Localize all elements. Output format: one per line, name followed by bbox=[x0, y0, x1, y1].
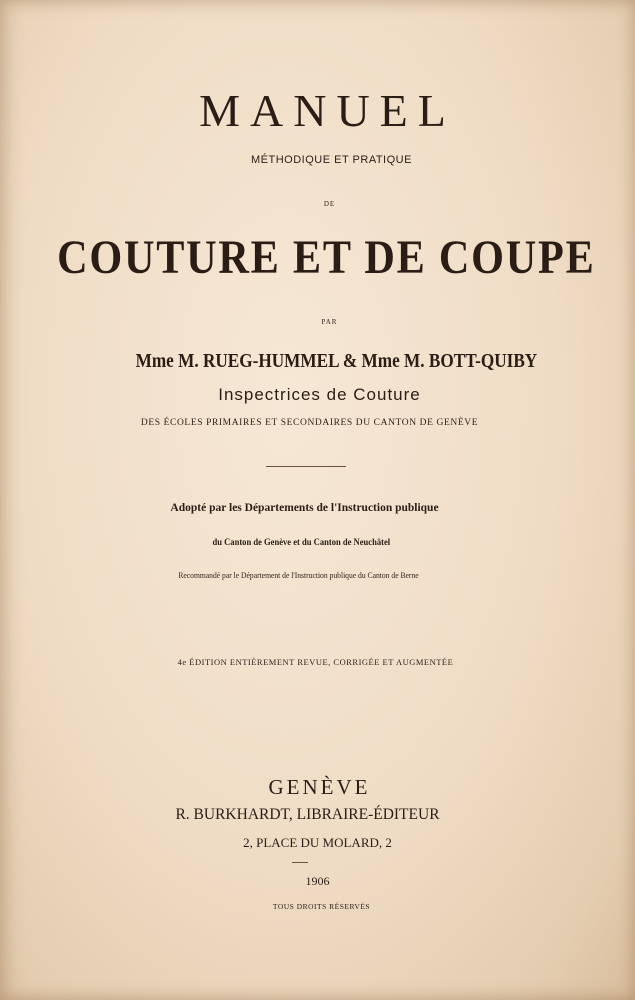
divider bbox=[266, 466, 346, 467]
small-divider bbox=[292, 862, 308, 863]
rights-notice: TOUS DROITS RÉSERVÉS bbox=[272, 902, 371, 911]
recommendation-line: Recommandé par le Département de l'Instruction publique du Canton de Berne bbox=[178, 571, 419, 580]
address: 2, PLACE DU MOLARD, 2 bbox=[243, 835, 392, 850]
edition-line: 4e ÉDITION ENTIÈREMENT REVUE, CORRIGÉE ET AUGMENTÉE bbox=[177, 657, 454, 667]
connector-de: DE bbox=[323, 200, 336, 208]
authors-role: Inspectrices de Couture bbox=[218, 385, 421, 404]
adoption-line: Adopté par les Départements de l'Instruction publique bbox=[170, 502, 439, 514]
authors: Mme M. RUEG-HUMMEL & Mme M. BOTT-QUIBY bbox=[135, 350, 538, 372]
schools-line: DES ÉCOLES PRIMAIRES ET SECONDAIRES DU CANTON DE GENÈVE bbox=[140, 418, 479, 428]
book-subtitle: MÉTHODIQUE ET PRATIQUE bbox=[251, 154, 412, 166]
year: 1906 bbox=[305, 874, 330, 888]
city: GENÈVE bbox=[268, 775, 371, 799]
book-title: MANUEL bbox=[199, 85, 456, 136]
main-title: COUTURE ET DE COUPE bbox=[57, 231, 596, 284]
publisher: R. BURKHARDT, LIBRAIRE-ÉDITEUR bbox=[175, 806, 440, 823]
cantons-line: du Canton de Genève et du Canton de Neuchâtel bbox=[212, 538, 391, 548]
connector-par: PAR bbox=[321, 318, 338, 326]
